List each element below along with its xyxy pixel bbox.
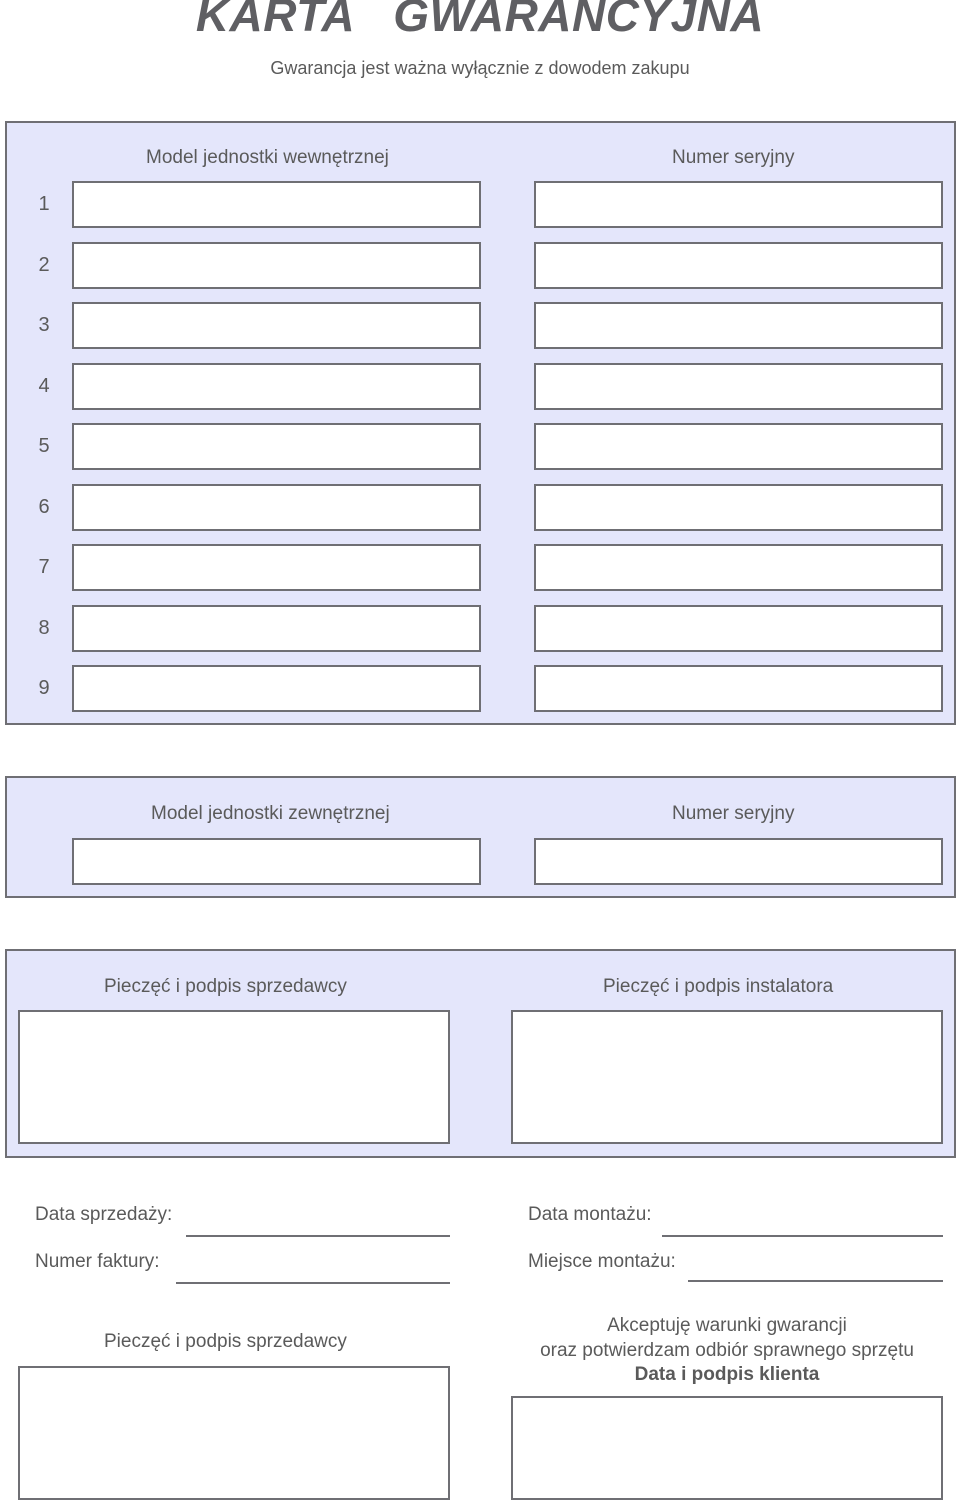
acceptance-line-1: Akceptuję warunki gwarancji <box>607 1315 847 1336</box>
page-title: KARTA GWARANCYJNA <box>195 0 765 41</box>
indoor-serial-field[interactable] <box>534 665 943 712</box>
indoor-model-field[interactable] <box>72 181 481 228</box>
indoor-model-field[interactable] <box>72 484 481 531</box>
outdoor-serial-header: Numer seryjny <box>672 803 795 824</box>
indoor-serial-field[interactable] <box>534 363 943 410</box>
install-place-line[interactable] <box>688 1280 943 1282</box>
seller-stamp-box[interactable] <box>18 1010 450 1144</box>
indoor-serial-field[interactable] <box>534 242 943 289</box>
install-place-label: Miejsce montażu: <box>528 1251 676 1272</box>
page-subtitle: Gwarancja jest ważna wyłącznie z dowodem zakupu <box>270 58 690 78</box>
row-number: 5 <box>38 435 50 457</box>
indoor-model-field[interactable] <box>72 242 481 289</box>
indoor-model-field[interactable] <box>72 363 481 410</box>
indoor-model-field[interactable] <box>72 423 481 470</box>
outdoor-serial-field[interactable] <box>534 838 943 885</box>
indoor-model-field[interactable] <box>72 605 481 652</box>
outdoor-model-field[interactable] <box>72 838 481 885</box>
row-number: 1 <box>38 193 50 215</box>
client-signature-box[interactable] <box>511 1396 943 1500</box>
indoor-serial-header: Numer seryjny <box>672 147 795 168</box>
invoice-number-label: Numer faktury: <box>35 1251 160 1272</box>
invoice-number-line[interactable] <box>176 1282 450 1284</box>
bottom-seller-stamp-label: Pieczęć i podpis sprzedawcy <box>104 1331 347 1352</box>
seller-stamp-label: Pieczęć i podpis sprzedawcy <box>104 976 347 997</box>
indoor-model-field[interactable] <box>72 665 481 712</box>
indoor-serial-field[interactable] <box>534 302 943 349</box>
client-signature-label: Data i podpis klienta <box>634 1364 820 1385</box>
indoor-model-field[interactable] <box>72 302 481 349</box>
install-date-line[interactable] <box>662 1235 943 1237</box>
sale-date-line[interactable] <box>186 1235 450 1237</box>
row-number: 7 <box>38 556 50 578</box>
row-number: 3 <box>38 314 50 336</box>
install-date-label: Data montażu: <box>528 1204 652 1225</box>
indoor-serial-field[interactable] <box>534 605 943 652</box>
row-number: 9 <box>38 677 50 699</box>
row-number: 2 <box>38 254 50 276</box>
indoor-serial-field[interactable] <box>534 484 943 531</box>
indoor-serial-field[interactable] <box>534 181 943 228</box>
indoor-model-field[interactable] <box>72 544 481 591</box>
row-number: 4 <box>38 375 50 397</box>
bottom-seller-stamp-box[interactable] <box>18 1366 450 1500</box>
indoor-model-header: Model jednostki wewnętrznej <box>146 147 389 168</box>
sale-date-label: Data sprzedaży: <box>35 1204 173 1225</box>
installer-stamp-box[interactable] <box>511 1010 943 1144</box>
indoor-serial-field[interactable] <box>534 423 943 470</box>
row-number: 8 <box>38 617 50 639</box>
indoor-serial-field[interactable] <box>534 544 943 591</box>
outdoor-model-header: Model jednostki zewnętrznej <box>151 803 390 824</box>
installer-stamp-label: Pieczęć i podpis instalatora <box>603 976 834 997</box>
acceptance-line-2: oraz potwierdzam odbiór sprawnego sprzętu <box>540 1340 914 1361</box>
row-number: 6 <box>38 496 50 518</box>
